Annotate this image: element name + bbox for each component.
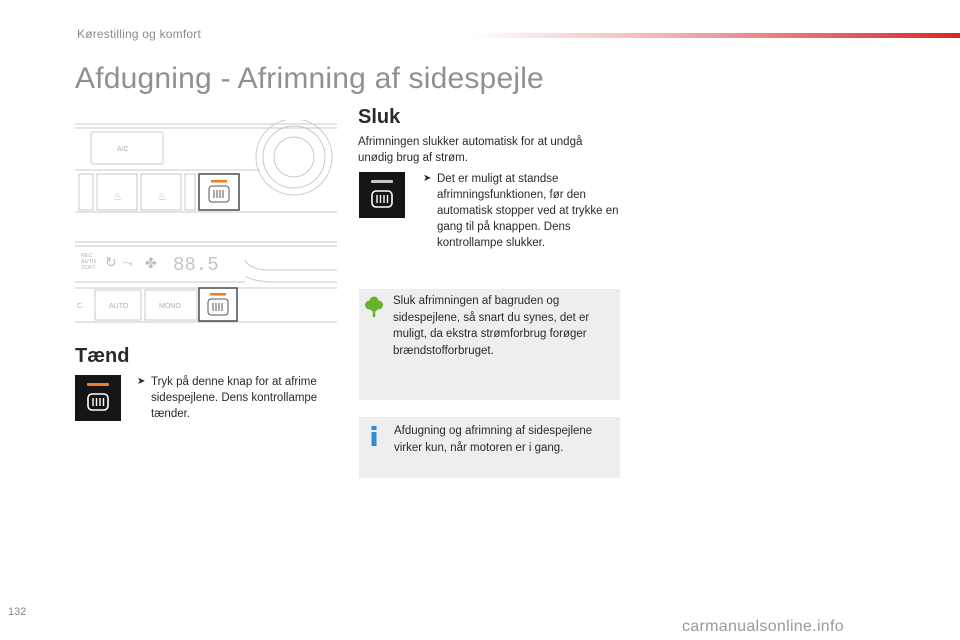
indicator-led-off	[371, 180, 393, 183]
mirror-defrost-icon	[371, 190, 393, 208]
eco-note	[359, 289, 620, 400]
recirc-icon: ↻	[105, 254, 117, 270]
mono-label: MONO	[159, 303, 181, 310]
bullet-arrow-icon: ➤	[423, 173, 432, 184]
indicator-soft: SOFT	[81, 265, 96, 271]
airflow-icon: ⤳	[123, 256, 133, 270]
taend-button-tile	[75, 375, 121, 421]
seat-heat-left-icon: ♨	[113, 191, 123, 203]
sluk-heading: Sluk	[358, 106, 401, 128]
sluk-intro: Afrimningen slukker automatisk for at undgå unødig brug af strøm.	[358, 136, 583, 164]
taend-bullet	[137, 374, 336, 422]
taend-bullet-text: Tryk på denne knap for at afrime sidespejlene. Dens kontrollampe tænder.	[151, 376, 318, 420]
taend-heading: Tænd	[75, 345, 130, 367]
panel1-mirror-defrost-button	[199, 174, 239, 210]
indicator-rec: REC	[81, 253, 93, 259]
section-label: Kørestilling og komfort	[77, 27, 201, 41]
header-rule	[470, 33, 960, 38]
info-icon	[370, 426, 378, 446]
page-number: 132	[8, 606, 27, 618]
auto-label: AUTO	[109, 303, 129, 310]
ac-label: A/C	[117, 146, 129, 153]
seat-heat-right-icon: ♨	[157, 191, 167, 203]
fan-icon: ✤	[145, 255, 157, 271]
panel2-mirror-defrost-button	[199, 288, 237, 321]
eco-note-text: Sluk afrimningen af bagruden og sidespejlene, så snart du synes, det er muligt, da ekstra strømforbrug forøger brændstofforbruget.	[393, 295, 590, 357]
eco-tree-icon	[365, 296, 383, 318]
page-title: Afdugning - Afrimning af sidespejle	[75, 62, 544, 95]
indicator-led-on	[87, 383, 109, 386]
left-label: C	[77, 303, 83, 310]
info-note-text: Afdugning og afrimning af sidespejlene virker kun, når motoren er i gang.	[394, 425, 593, 454]
watermark: carmanualsonline.info	[682, 618, 844, 635]
mirror-defrost-icon	[87, 393, 109, 411]
sluk-button-tile	[359, 172, 405, 218]
sluk-bullet-text: Det er muligt at standse afrimningsfunktionen, før den automatisk stopper ved at trykke en gang til på knappen. Dens kontrollampe slukker.	[437, 173, 619, 249]
indicator-auto: AUTO	[81, 259, 97, 265]
bullet-arrow-icon: ➤	[137, 376, 146, 387]
temperature-display: 88.5	[173, 254, 219, 276]
info-note	[359, 417, 620, 478]
sluk-bullet	[423, 171, 619, 251]
climate-panel-illustration	[75, 120, 337, 326]
